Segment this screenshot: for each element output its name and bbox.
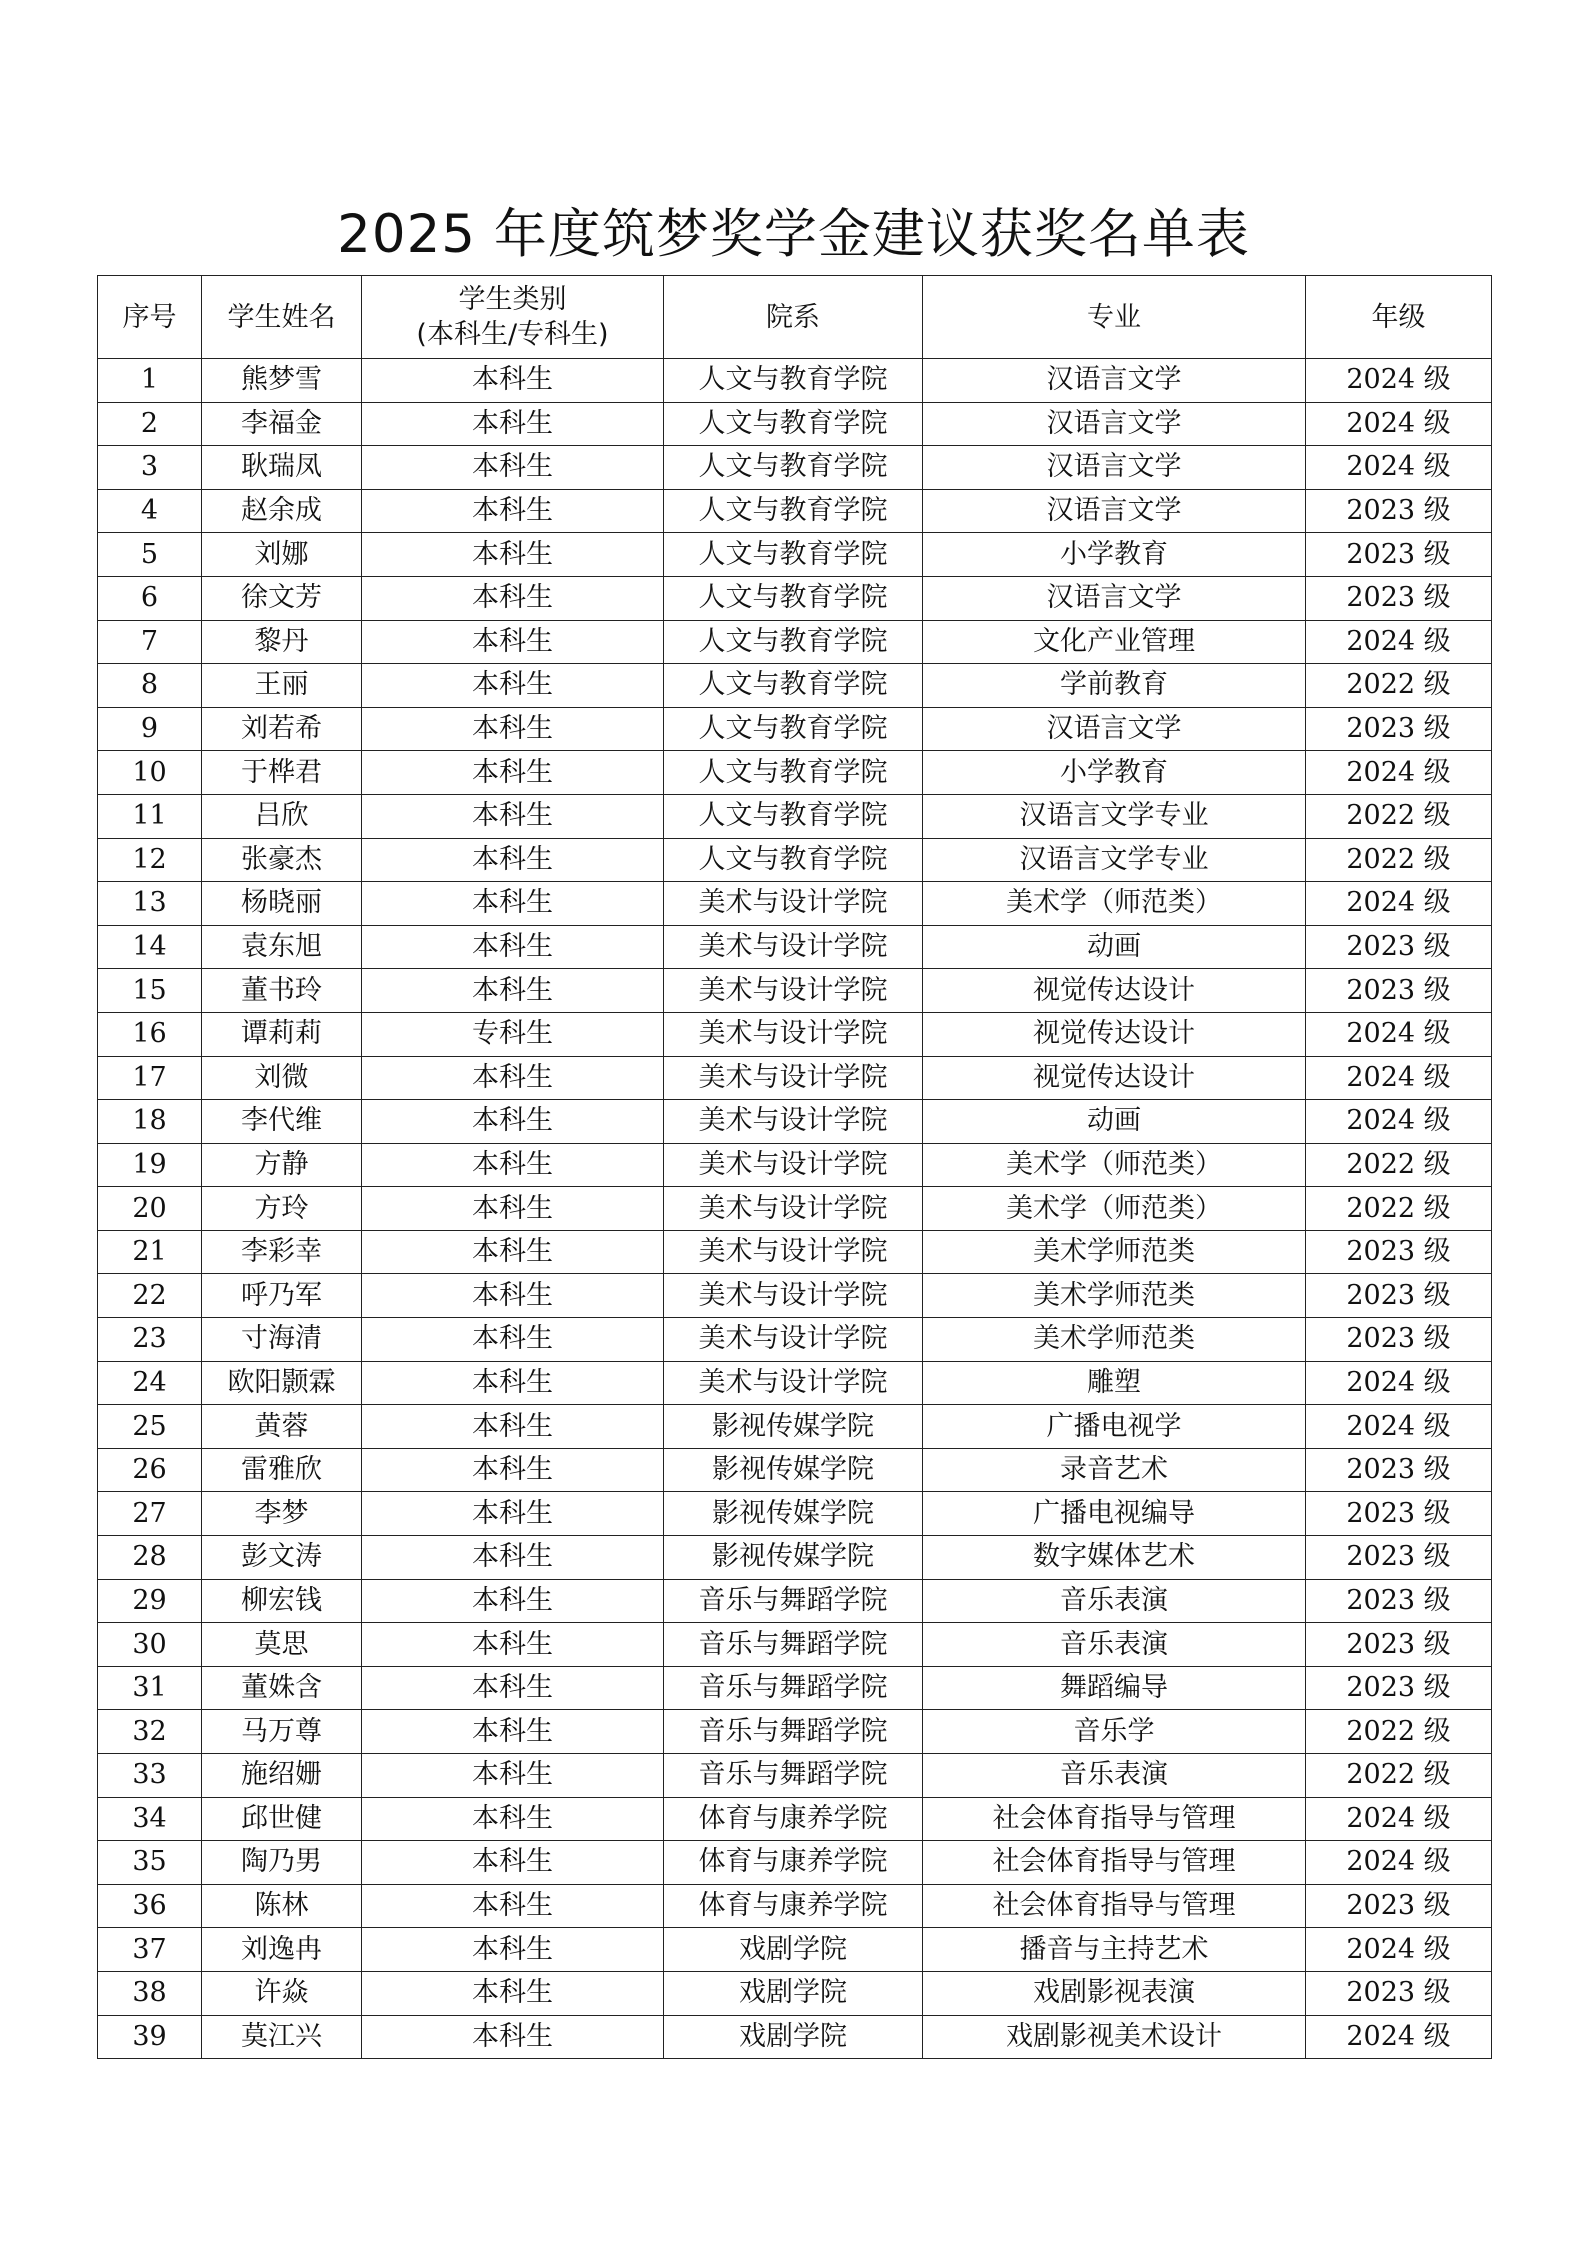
grade-cell: 2024 级 (1306, 882, 1492, 926)
department-cell: 人文与教育学院 (664, 751, 923, 795)
type-cell: 本科生 (362, 1492, 664, 1536)
header-student-type-line1: 学生类别 (458, 284, 567, 315)
grade-cell: 2024 级 (1306, 1361, 1492, 1405)
department-cell: 人文与教育学院 (664, 707, 923, 751)
department-cell: 音乐与舞蹈学院 (664, 1623, 923, 1667)
seq-cell: 38 (98, 1971, 202, 2015)
document-title: 2025 年度筑梦奖学金建议获奖名单表 (337, 204, 1250, 265)
type-cell: 本科生 (362, 1405, 664, 1449)
department-cell: 影视传媒学院 (664, 1448, 923, 1492)
grade-cell: 2024 级 (1306, 1841, 1492, 1885)
seq-cell: 26 (98, 1448, 202, 1492)
header-major: 专业 (923, 276, 1306, 359)
major-cell: 汉语言文学 (923, 446, 1306, 490)
grade-cell: 2023 级 (1306, 576, 1492, 620)
grade-cell: 2022 级 (1306, 1710, 1492, 1754)
grade-cell: 2022 级 (1306, 794, 1492, 838)
table-row (98, 1928, 1492, 1972)
grade-cell: 2022 级 (1306, 1754, 1492, 1798)
table-row (98, 1666, 1492, 1710)
type-cell: 本科生 (362, 1143, 664, 1187)
grade-cell: 2024 级 (1306, 1056, 1492, 1100)
header-student-name: 学生姓名 (202, 276, 362, 359)
type-cell: 本科生 (362, 1710, 664, 1754)
table-row (98, 969, 1492, 1013)
table-row (98, 489, 1492, 533)
type-cell: 本科生 (362, 533, 664, 577)
major-cell: 动画 (923, 1100, 1306, 1144)
major-cell: 文化产业管理 (923, 620, 1306, 664)
department-cell: 人文与教育学院 (664, 664, 923, 708)
seq-cell: 29 (98, 1579, 202, 1623)
grade-cell: 2023 级 (1306, 1492, 1492, 1536)
grade-cell: 2024 级 (1306, 1928, 1492, 1972)
grade-cell: 2024 级 (1306, 1012, 1492, 1056)
grade-cell: 2024 级 (1306, 1100, 1492, 1144)
major-cell: 美术学师范类 (923, 1274, 1306, 1318)
table-row (98, 576, 1492, 620)
name-cell: 黄蓉 (202, 1405, 362, 1449)
major-cell: 社会体育指导与管理 (923, 1797, 1306, 1841)
table-row (98, 1710, 1492, 1754)
department-cell: 人文与教育学院 (664, 489, 923, 533)
seq-cell: 3 (98, 446, 202, 490)
seq-cell: 12 (98, 838, 202, 882)
type-cell: 专科生 (362, 1012, 664, 1056)
table-row (98, 1318, 1492, 1362)
seq-cell: 7 (98, 620, 202, 664)
seq-cell: 31 (98, 1666, 202, 1710)
type-cell: 本科生 (362, 1361, 664, 1405)
table-row (98, 620, 1492, 664)
type-cell: 本科生 (362, 1100, 664, 1144)
name-cell: 吕欣 (202, 794, 362, 838)
major-cell: 汉语言文学专业 (923, 838, 1306, 882)
name-cell: 雷雅欣 (202, 1448, 362, 1492)
grade-cell: 2024 级 (1306, 620, 1492, 664)
table-row (98, 1100, 1492, 1144)
seq-cell: 35 (98, 1841, 202, 1885)
name-cell: 于桦君 (202, 751, 362, 795)
type-cell: 本科生 (362, 794, 664, 838)
type-cell: 本科生 (362, 1666, 664, 1710)
seq-cell: 5 (98, 533, 202, 577)
seq-cell: 39 (98, 2015, 202, 2059)
department-cell: 影视传媒学院 (664, 1536, 923, 1580)
grade-cell: 2023 级 (1306, 925, 1492, 969)
department-cell: 人文与教育学院 (664, 620, 923, 664)
department-cell: 人文与教育学院 (664, 794, 923, 838)
name-cell: 黎丹 (202, 620, 362, 664)
major-cell: 音乐表演 (923, 1579, 1306, 1623)
table-row (98, 1884, 1492, 1928)
table-row (98, 1230, 1492, 1274)
major-cell: 数字媒体艺术 (923, 1536, 1306, 1580)
name-cell: 杨晓丽 (202, 882, 362, 926)
table-row (98, 751, 1492, 795)
major-cell: 播音与主持艺术 (923, 1928, 1306, 1972)
table-row (98, 533, 1492, 577)
department-cell: 音乐与舞蹈学院 (664, 1579, 923, 1623)
department-cell: 戏剧学院 (664, 1971, 923, 2015)
seq-cell: 11 (98, 794, 202, 838)
type-cell: 本科生 (362, 838, 664, 882)
type-cell: 本科生 (362, 882, 664, 926)
seq-cell: 19 (98, 1143, 202, 1187)
name-cell: 彭文涛 (202, 1536, 362, 1580)
major-cell: 美术学（师范类） (923, 882, 1306, 926)
major-cell: 舞蹈编导 (923, 1666, 1306, 1710)
major-cell: 动画 (923, 925, 1306, 969)
table-row (98, 925, 1492, 969)
major-cell: 美术学师范类 (923, 1230, 1306, 1274)
type-cell: 本科生 (362, 751, 664, 795)
table-row (98, 707, 1492, 751)
seq-cell: 32 (98, 1710, 202, 1754)
table-row (98, 1012, 1492, 1056)
grade-cell: 2024 级 (1306, 1405, 1492, 1449)
name-cell: 耿瑞凤 (202, 446, 362, 490)
type-cell: 本科生 (362, 1579, 664, 1623)
grade-cell: 2022 级 (1306, 1187, 1492, 1231)
department-cell: 戏剧学院 (664, 2015, 923, 2059)
table-row (98, 794, 1492, 838)
name-cell: 莫江兴 (202, 2015, 362, 2059)
department-cell: 人文与教育学院 (664, 402, 923, 446)
table-row (98, 1143, 1492, 1187)
name-cell: 欧阳颢霖 (202, 1361, 362, 1405)
type-cell: 本科生 (362, 1274, 664, 1318)
seq-cell: 34 (98, 1797, 202, 1841)
grade-cell: 2023 级 (1306, 1971, 1492, 2015)
grade-cell: 2023 级 (1306, 1230, 1492, 1274)
type-cell: 本科生 (362, 1187, 664, 1231)
department-cell: 人文与教育学院 (664, 576, 923, 620)
seq-cell: 33 (98, 1754, 202, 1798)
grade-cell: 2023 级 (1306, 1274, 1492, 1318)
table-row (98, 2015, 1492, 2059)
major-cell: 录音艺术 (923, 1448, 1306, 1492)
type-cell: 本科生 (362, 1536, 664, 1580)
major-cell: 汉语言文学 (923, 402, 1306, 446)
name-cell: 刘若希 (202, 707, 362, 751)
name-cell: 柳宏钱 (202, 1579, 362, 1623)
major-cell: 广播电视学 (923, 1405, 1306, 1449)
header-row (98, 276, 1492, 359)
type-cell: 本科生 (362, 969, 664, 1013)
department-cell: 人文与教育学院 (664, 446, 923, 490)
name-cell: 徐文芳 (202, 576, 362, 620)
table-row (98, 1797, 1492, 1841)
department-cell: 人文与教育学院 (664, 533, 923, 577)
grade-cell: 2023 级 (1306, 707, 1492, 751)
table-row (98, 1623, 1492, 1667)
name-cell: 李彩幸 (202, 1230, 362, 1274)
major-cell: 音乐学 (923, 1710, 1306, 1754)
type-cell: 本科生 (362, 620, 664, 664)
department-cell: 美术与设计学院 (664, 1230, 923, 1274)
department-cell: 美术与设计学院 (664, 1187, 923, 1231)
grade-cell: 2024 级 (1306, 359, 1492, 403)
table-row (98, 359, 1492, 403)
seq-cell: 4 (98, 489, 202, 533)
seq-cell: 6 (98, 576, 202, 620)
name-cell: 方玲 (202, 1187, 362, 1231)
table-header (98, 276, 1492, 359)
grade-cell: 2024 级 (1306, 1797, 1492, 1841)
major-cell: 视觉传达设计 (923, 1056, 1306, 1100)
grade-cell: 2023 级 (1306, 1318, 1492, 1362)
department-cell: 美术与设计学院 (664, 1100, 923, 1144)
seq-cell: 27 (98, 1492, 202, 1536)
table-row (98, 1187, 1492, 1231)
table-row (98, 1056, 1492, 1100)
seq-cell: 2 (98, 402, 202, 446)
name-cell: 陶乃男 (202, 1841, 362, 1885)
major-cell: 汉语言文学 (923, 359, 1306, 403)
department-cell: 人文与教育学院 (664, 359, 923, 403)
name-cell: 李梦 (202, 1492, 362, 1536)
name-cell: 刘微 (202, 1056, 362, 1100)
grade-cell: 2024 级 (1306, 402, 1492, 446)
major-cell: 美术学师范类 (923, 1318, 1306, 1362)
major-cell: 小学教育 (923, 533, 1306, 577)
type-cell: 本科生 (362, 446, 664, 490)
seq-cell: 18 (98, 1100, 202, 1144)
name-cell: 陈林 (202, 1884, 362, 1928)
name-cell: 董姝含 (202, 1666, 362, 1710)
header-seq: 序号 (98, 276, 202, 359)
seq-cell: 14 (98, 925, 202, 969)
department-cell: 影视传媒学院 (664, 1405, 923, 1449)
grade-cell: 2023 级 (1306, 969, 1492, 1013)
table-row (98, 402, 1492, 446)
name-cell: 赵余成 (202, 489, 362, 533)
grade-cell: 2022 级 (1306, 1143, 1492, 1187)
name-cell: 李福金 (202, 402, 362, 446)
major-cell: 美术学（师范类） (923, 1143, 1306, 1187)
name-cell: 莫思 (202, 1623, 362, 1667)
name-cell: 李代维 (202, 1100, 362, 1144)
grade-cell: 2024 级 (1306, 2015, 1492, 2059)
seq-cell: 36 (98, 1884, 202, 1928)
name-cell: 刘逸冉 (202, 1928, 362, 1972)
grade-cell: 2023 级 (1306, 1884, 1492, 1928)
type-cell: 本科生 (362, 1841, 664, 1885)
name-cell: 寸海清 (202, 1318, 362, 1362)
department-cell: 美术与设计学院 (664, 1361, 923, 1405)
type-cell: 本科生 (362, 707, 664, 751)
seq-cell: 13 (98, 882, 202, 926)
major-cell: 小学教育 (923, 751, 1306, 795)
department-cell: 体育与康养学院 (664, 1797, 923, 1841)
type-cell: 本科生 (362, 2015, 664, 2059)
seq-cell: 8 (98, 664, 202, 708)
grade-cell: 2023 级 (1306, 1536, 1492, 1580)
department-cell: 音乐与舞蹈学院 (664, 1666, 923, 1710)
type-cell: 本科生 (362, 1797, 664, 1841)
major-cell: 学前教育 (923, 664, 1306, 708)
seq-cell: 15 (98, 969, 202, 1013)
grade-cell: 2024 级 (1306, 751, 1492, 795)
major-cell: 汉语言文学专业 (923, 794, 1306, 838)
department-cell: 美术与设计学院 (664, 925, 923, 969)
table-body (98, 359, 1492, 2059)
grade-cell: 2023 级 (1306, 1448, 1492, 1492)
table-row (98, 838, 1492, 882)
seq-cell: 9 (98, 707, 202, 751)
name-cell: 邱世健 (202, 1797, 362, 1841)
department-cell: 美术与设计学院 (664, 969, 923, 1013)
type-cell: 本科生 (362, 489, 664, 533)
grade-cell: 2022 级 (1306, 838, 1492, 882)
type-cell: 本科生 (362, 925, 664, 969)
name-cell: 刘娜 (202, 533, 362, 577)
seq-cell: 1 (98, 359, 202, 403)
table-row (98, 1405, 1492, 1449)
major-cell: 广播电视编导 (923, 1492, 1306, 1536)
department-cell: 美术与设计学院 (664, 1318, 923, 1362)
major-cell: 戏剧影视表演 (923, 1971, 1306, 2015)
major-cell: 美术学（师范类） (923, 1187, 1306, 1231)
grade-cell: 2023 级 (1306, 1623, 1492, 1667)
major-cell: 视觉传达设计 (923, 969, 1306, 1013)
type-cell: 本科生 (362, 576, 664, 620)
major-cell: 社会体育指导与管理 (923, 1841, 1306, 1885)
department-cell: 影视传媒学院 (664, 1492, 923, 1536)
major-cell: 汉语言文学 (923, 576, 1306, 620)
name-cell: 袁东旭 (202, 925, 362, 969)
type-cell: 本科生 (362, 664, 664, 708)
seq-cell: 16 (98, 1012, 202, 1056)
table-row (98, 1841, 1492, 1885)
table-row (98, 446, 1492, 490)
type-cell: 本科生 (362, 1971, 664, 2015)
major-cell: 戏剧影视美术设计 (923, 2015, 1306, 2059)
name-cell: 王丽 (202, 664, 362, 708)
award-list-table (97, 275, 1492, 2059)
table-row (98, 1971, 1492, 2015)
department-cell: 美术与设计学院 (664, 1012, 923, 1056)
seq-cell: 21 (98, 1230, 202, 1274)
department-cell: 美术与设计学院 (664, 1143, 923, 1187)
grade-cell: 2024 级 (1306, 446, 1492, 490)
major-cell: 汉语言文学 (923, 489, 1306, 533)
major-cell: 视觉传达设计 (923, 1012, 1306, 1056)
type-cell: 本科生 (362, 1928, 664, 1972)
table-row (98, 882, 1492, 926)
department-cell: 音乐与舞蹈学院 (664, 1710, 923, 1754)
name-cell: 谭莉莉 (202, 1012, 362, 1056)
name-cell: 方静 (202, 1143, 362, 1187)
department-cell: 美术与设计学院 (664, 882, 923, 926)
seq-cell: 24 (98, 1361, 202, 1405)
type-cell: 本科生 (362, 1318, 664, 1362)
department-cell: 人文与教育学院 (664, 838, 923, 882)
header-grade: 年级 (1306, 276, 1492, 359)
name-cell: 马万尊 (202, 1710, 362, 1754)
department-cell: 戏剧学院 (664, 1928, 923, 1972)
type-cell: 本科生 (362, 1056, 664, 1100)
type-cell: 本科生 (362, 1230, 664, 1274)
table-row (98, 1448, 1492, 1492)
major-cell: 雕塑 (923, 1361, 1306, 1405)
grade-cell: 2023 级 (1306, 489, 1492, 533)
name-cell: 熊梦雪 (202, 359, 362, 403)
department-cell: 音乐与舞蹈学院 (664, 1754, 923, 1798)
type-cell: 本科生 (362, 1623, 664, 1667)
name-cell: 张豪杰 (202, 838, 362, 882)
major-cell: 音乐表演 (923, 1623, 1306, 1667)
seq-cell: 30 (98, 1623, 202, 1667)
header-student-type (362, 276, 664, 359)
department-cell: 体育与康养学院 (664, 1884, 923, 1928)
type-cell: 本科生 (362, 1448, 664, 1492)
table-row (98, 1492, 1492, 1536)
seq-cell: 37 (98, 1928, 202, 1972)
name-cell: 董书玲 (202, 969, 362, 1013)
grade-cell: 2022 级 (1306, 664, 1492, 708)
table-row (98, 1754, 1492, 1798)
seq-cell: 17 (98, 1056, 202, 1100)
major-cell: 社会体育指导与管理 (923, 1884, 1306, 1928)
table-row (98, 1536, 1492, 1580)
seq-cell: 25 (98, 1405, 202, 1449)
department-cell: 体育与康养学院 (664, 1841, 923, 1885)
seq-cell: 10 (98, 751, 202, 795)
table-row (98, 1274, 1492, 1318)
name-cell: 施绍姗 (202, 1754, 362, 1798)
type-cell: 本科生 (362, 359, 664, 403)
seq-cell: 23 (98, 1318, 202, 1362)
type-cell: 本科生 (362, 1884, 664, 1928)
department-cell: 美术与设计学院 (664, 1056, 923, 1100)
table-row (98, 664, 1492, 708)
header-department: 院系 (664, 276, 923, 359)
name-cell: 许焱 (202, 1971, 362, 2015)
name-cell: 呼乃军 (202, 1274, 362, 1318)
grade-cell: 2023 级 (1306, 1579, 1492, 1623)
type-cell: 本科生 (362, 402, 664, 446)
department-cell: 美术与设计学院 (664, 1274, 923, 1318)
header-student-type-line2: (本科生/专科生) (416, 319, 609, 350)
type-cell: 本科生 (362, 1754, 664, 1798)
table-row (98, 1579, 1492, 1623)
seq-cell: 22 (98, 1274, 202, 1318)
seq-cell: 28 (98, 1536, 202, 1580)
seq-cell: 20 (98, 1187, 202, 1231)
grade-cell: 2023 级 (1306, 1666, 1492, 1710)
major-cell: 汉语言文学 (923, 707, 1306, 751)
major-cell: 音乐表演 (923, 1754, 1306, 1798)
grade-cell: 2023 级 (1306, 533, 1492, 577)
table-row (98, 1361, 1492, 1405)
